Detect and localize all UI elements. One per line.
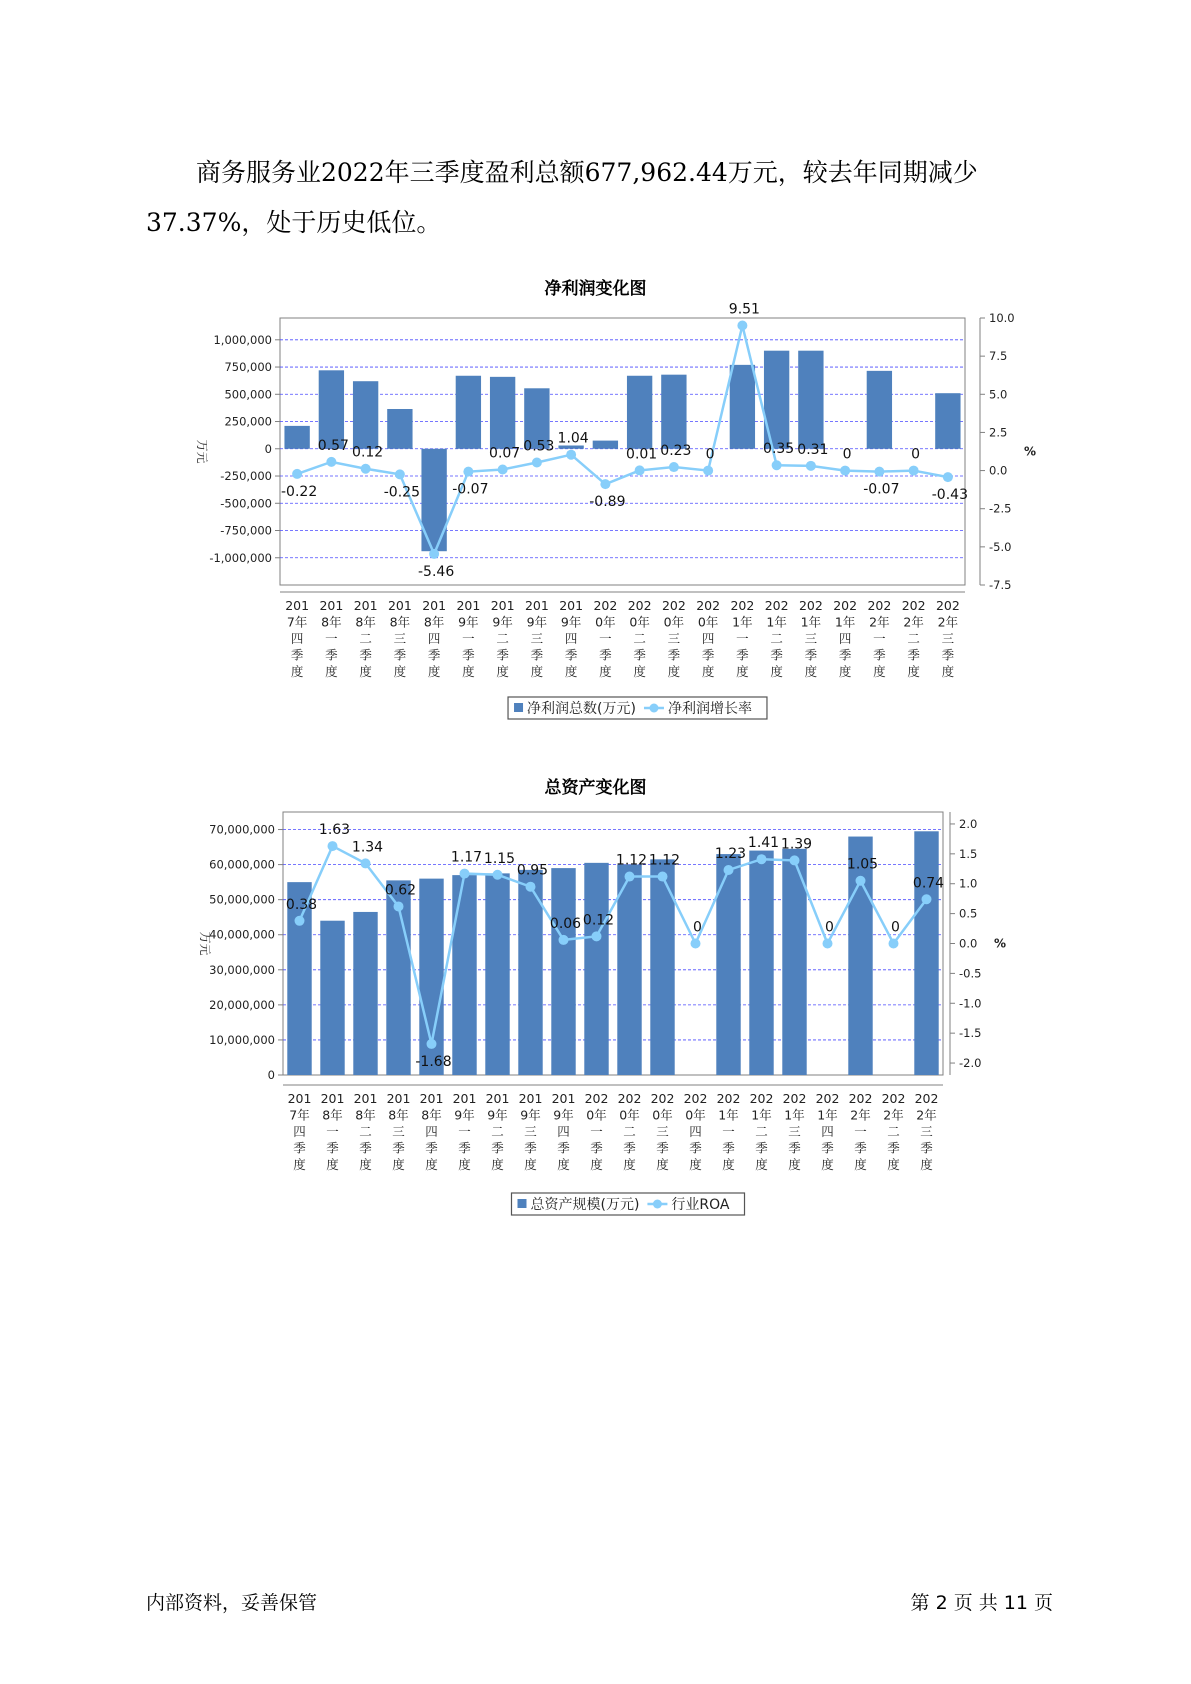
data-label: 0.06 (549, 915, 582, 932)
legend-swatch-dot (649, 704, 658, 713)
data-label: 1.63 (318, 822, 351, 839)
data-label: -0.22 (281, 483, 318, 500)
x-tick-label: 201 8年二季度 (353, 1091, 378, 1172)
bar (867, 371, 892, 449)
line-point (922, 894, 932, 904)
line-point (635, 465, 645, 475)
x-tick-label: 202 1年二季度 (749, 1091, 774, 1172)
line-point (806, 461, 816, 471)
right-tick-label: 0.5 (959, 906, 978, 921)
data-label: 0.53 (523, 438, 555, 455)
line-point (427, 1039, 437, 1049)
data-label: 0.12 (582, 912, 615, 929)
right-tick-label: 1.5 (959, 846, 978, 861)
line-point (823, 939, 833, 949)
left-tick-label: 20,000,000 (209, 997, 275, 1012)
left-tick-label: 10,000,000 (209, 1032, 275, 1047)
line-point (909, 466, 919, 476)
x-tick-label: 201 8年四季度 (419, 1091, 444, 1172)
line-point (856, 876, 866, 886)
legend-label-line: 净利润增长率 (667, 701, 752, 717)
right-tick-label: -5.0 (989, 539, 1012, 554)
bar (320, 921, 344, 1075)
data-label: 0.01 (626, 446, 658, 463)
left-tick-label: 250,000 (224, 414, 272, 429)
bar (353, 912, 377, 1075)
data-label: 0.62 (384, 882, 417, 899)
line-point (625, 872, 635, 882)
right-tick-label: 2.5 (989, 425, 1008, 440)
left-axis-title: 万元 (198, 931, 212, 956)
data-label: 0.12 (352, 444, 384, 461)
bar (627, 376, 652, 449)
line-point (326, 457, 336, 467)
line-point (889, 939, 899, 949)
data-label: 0.95 (516, 862, 549, 879)
left-axis-title: 万元 (195, 439, 209, 464)
x-tick-label: 202 1年三季度 (782, 1091, 807, 1172)
right-tick-label: 7.5 (989, 349, 1008, 364)
x-tick-label: 201 8年二季度 (353, 598, 378, 679)
line-point (498, 465, 508, 475)
line-point (361, 464, 371, 474)
legend-label-bar: 总资产规模(万元) (530, 1197, 640, 1213)
right-tick-label: 2.0 (959, 816, 978, 831)
left-tick-label: 70,000,000 (209, 822, 275, 837)
bar (935, 393, 960, 449)
x-tick-label: 201 8年一季度 (319, 598, 344, 679)
x-tick-label: 202 2年三季度 (935, 598, 960, 679)
footer-page-number: 第 2 页 共 11 页 (910, 1592, 1053, 1614)
x-tick-label: 201 8年四季度 (422, 598, 447, 679)
data-label: 0 (705, 446, 715, 463)
x-tick-label: 202 2年一季度 (848, 1091, 873, 1172)
x-tick-label: 201 9年三季度 (518, 1091, 543, 1172)
left-tick-label: -250,000 (220, 469, 272, 484)
x-tick-label: 202 0年三季度 (650, 1091, 675, 1172)
left-tick-label: 500,000 (224, 387, 272, 402)
line-point (295, 916, 305, 926)
net-profit-chart (0, 300, 1191, 720)
intro-paragraph (146, 148, 1046, 248)
footer-confidential-note: 内部资料，妥善保管 (146, 1592, 318, 1614)
left-tick-label: -500,000 (220, 496, 272, 511)
data-label: 9.51 (728, 301, 760, 318)
x-tick-label: 201 9年三季度 (524, 598, 549, 679)
bar (661, 375, 686, 449)
line-point (566, 450, 576, 460)
left-tick-label: 50,000,000 (209, 892, 275, 907)
line-point (394, 901, 404, 911)
data-label: -0.89 (589, 494, 626, 511)
line-point (493, 870, 503, 880)
left-tick-label: -1,000,000 (209, 550, 272, 565)
legend-label-bar: 净利润总数(万元) (527, 701, 636, 717)
data-label: 0.57 (317, 437, 349, 454)
bar (617, 865, 641, 1075)
line-point (691, 939, 701, 949)
bar (749, 851, 773, 1075)
right-axis-title: % (993, 936, 1007, 951)
line-point (772, 460, 782, 470)
left-tick-label: 0 (267, 1068, 275, 1082)
data-label: 1.17 (450, 849, 483, 866)
legend-swatch-bar (514, 703, 523, 712)
right-tick-label: 10.0 (989, 311, 1015, 325)
x-tick-label: 201 7年四季度 (285, 598, 310, 679)
chart-2-title: 总资产变化图 (544, 778, 647, 798)
bar (353, 381, 378, 449)
data-label: 0 (693, 919, 702, 936)
x-tick-label: 201 8年三季度 (386, 1091, 411, 1172)
data-label: 1.05 (846, 856, 879, 873)
legend-label-line: 行业ROA (671, 1197, 730, 1213)
data-label: -5.46 (418, 563, 455, 580)
line-point (460, 869, 470, 879)
x-tick-label: 202 0年二季度 (627, 598, 652, 679)
data-label: 1.04 (557, 430, 589, 447)
data-label: 0 (842, 446, 852, 463)
legend (508, 697, 767, 719)
data-label: 0.74 (912, 875, 945, 892)
right-tick-label: -2.0 (959, 1056, 982, 1071)
line-point (292, 469, 302, 479)
line-point (840, 466, 850, 476)
data-label: 1.41 (747, 835, 780, 852)
left-tick-label: -750,000 (220, 523, 272, 538)
data-label: 1.39 (780, 836, 813, 853)
right-tick-label: 0.0 (959, 936, 978, 951)
data-label: -0.43 (931, 487, 968, 504)
data-label: -0.07 (452, 481, 489, 498)
line-point (703, 466, 713, 476)
line-point (463, 467, 473, 477)
left-tick-label: 750,000 (224, 360, 272, 375)
x-tick-label: 202 1年二季度 (764, 598, 789, 679)
data-label: 0.35 (763, 441, 795, 458)
bar (284, 426, 309, 449)
data-label: 1.12 (615, 852, 648, 869)
left-tick-label: 60,000,000 (209, 857, 275, 872)
line-point (724, 865, 734, 875)
x-tick-label: 202 0年四季度 (683, 1091, 708, 1172)
bar (452, 875, 476, 1075)
data-label: 0 (911, 446, 921, 463)
x-tick-label: 201 9年四季度 (559, 598, 584, 679)
bar (730, 365, 755, 449)
right-tick-label: -2.5 (989, 501, 1012, 516)
x-tick-label: 202 0年四季度 (696, 598, 721, 679)
left-tick-label: 1,000,000 (213, 332, 272, 347)
x-tick-label: 202 2年二季度 (881, 1091, 906, 1172)
line-point (600, 479, 610, 489)
x-tick-label: 202 1年三季度 (798, 598, 823, 679)
bar (485, 873, 509, 1075)
bar (914, 831, 938, 1075)
line-point (943, 472, 953, 482)
x-tick-label: 202 2年一季度 (867, 598, 892, 679)
line-point (669, 462, 679, 472)
line-point (790, 855, 800, 865)
line-point (658, 872, 668, 882)
data-label: 0.38 (285, 896, 318, 913)
x-tick-label: 202 0年三季度 (661, 598, 686, 679)
x-tick-label: 202 1年一季度 (730, 598, 755, 679)
x-tick-label: 202 1年一季度 (716, 1091, 741, 1172)
line-point (328, 841, 338, 851)
x-tick-label: 202 1年四季度 (833, 598, 858, 679)
line-point (737, 320, 747, 330)
line-point (592, 931, 602, 941)
x-tick-label: 201 8年三季度 (387, 598, 412, 679)
x-tick-label: 202 2年三季度 (914, 1091, 939, 1172)
intro-text: 商务服务业2022年三季度盈利总额677,962.44万元，较去年同期减少37.37%，处于历史低位。 (146, 158, 978, 237)
bar (551, 868, 575, 1075)
line-point (874, 467, 884, 477)
data-label: 0.07 (489, 445, 521, 462)
right-axis-title: % (1023, 444, 1037, 459)
data-label: 1.15 (483, 850, 516, 867)
x-tick-label: 202 0年一季度 (584, 1091, 609, 1172)
right-tick-label: 1.0 (959, 876, 978, 891)
data-label: 1.34 (351, 839, 384, 856)
line-point (757, 854, 767, 864)
bar (456, 376, 481, 449)
right-tick-label: 0.0 (989, 463, 1008, 478)
right-tick-label: -0.5 (959, 966, 982, 981)
legend-swatch-bar (517, 1199, 526, 1208)
legend-swatch-dot (653, 1200, 662, 1209)
x-tick-label: 201 7年四季度 (287, 1091, 312, 1172)
left-tick-label: 40,000,000 (209, 927, 275, 942)
bar (490, 377, 515, 449)
line-point (532, 457, 542, 467)
data-label: 1.23 (714, 845, 747, 862)
right-tick-label: -7.5 (989, 578, 1012, 592)
bar (593, 441, 618, 449)
line-point (429, 549, 439, 559)
data-label: -0.07 (863, 481, 900, 498)
legend (511, 1193, 744, 1215)
data-label: 0 (825, 919, 834, 936)
data-label: -1.68 (415, 1053, 452, 1070)
x-tick-label: 202 0年二季度 (617, 1091, 642, 1172)
total-assets-chart (0, 800, 1191, 1220)
right-tick-label: -1.0 (959, 996, 982, 1011)
bar (798, 351, 823, 449)
x-tick-label: 201 9年二季度 (490, 598, 515, 679)
x-tick-label: 201 9年二季度 (485, 1091, 510, 1172)
line-point (395, 469, 405, 479)
x-tick-label: 202 1年四季度 (815, 1091, 840, 1172)
x-tick-label: 201 9年一季度 (452, 1091, 477, 1172)
x-tick-label: 201 9年一季度 (456, 598, 481, 679)
data-label: 1.12 (648, 852, 681, 869)
right-tick-label: -1.5 (959, 1026, 982, 1041)
line-point (526, 882, 536, 892)
line-point (361, 858, 371, 868)
right-tick-label: 5.0 (989, 387, 1008, 402)
chart-1-title: 净利润变化图 (544, 279, 647, 299)
left-tick-label: 30,000,000 (209, 962, 275, 977)
data-label: -0.25 (383, 484, 420, 501)
bar (387, 409, 412, 449)
x-tick-label: 202 0年一季度 (593, 598, 618, 679)
left-tick-label: 0 (264, 441, 272, 456)
line-point (559, 935, 569, 945)
x-tick-label: 201 9年四季度 (551, 1091, 576, 1172)
x-tick-label: 202 2年二季度 (901, 598, 926, 679)
data-label: 0.23 (660, 443, 692, 460)
bar (584, 863, 608, 1075)
x-tick-label: 201 8年一季度 (320, 1091, 345, 1172)
data-label: 0 (891, 919, 900, 936)
data-label: 0.31 (797, 441, 829, 458)
